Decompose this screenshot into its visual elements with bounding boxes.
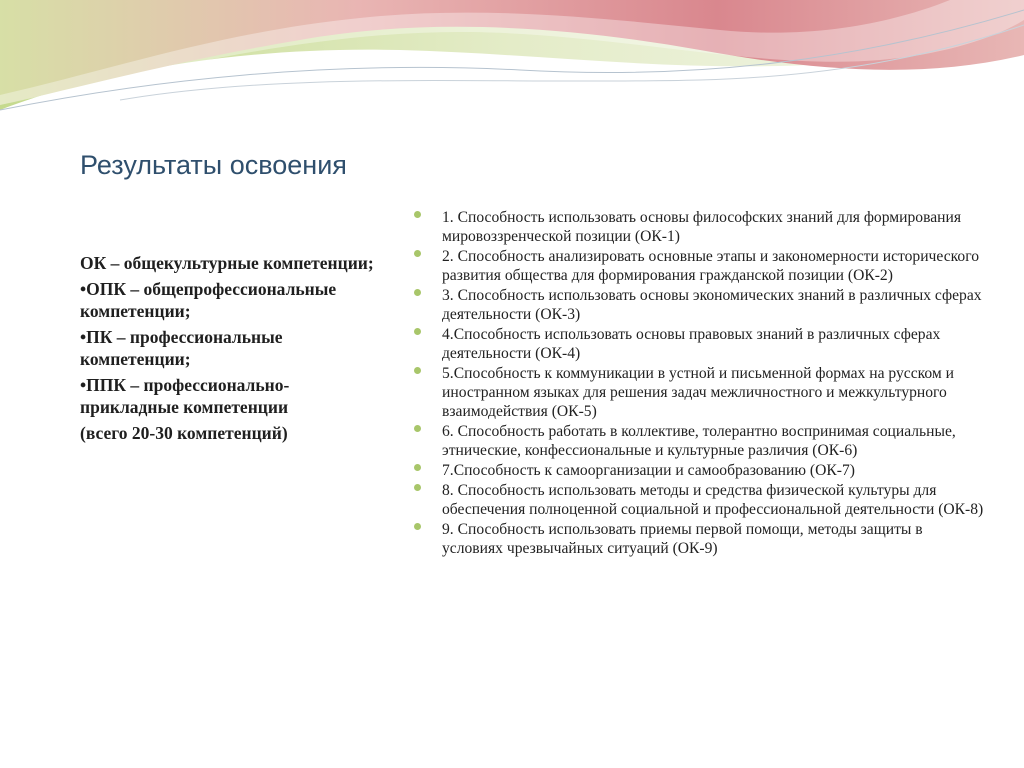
list-item <box>410 325 985 363</box>
bullet-icon <box>414 328 421 335</box>
bullet-icon <box>414 523 421 530</box>
list-item-text: 7.Способность к самоорганизации и самообразованию (ОК-7) <box>442 462 855 479</box>
competency-type-ok: ОК – общекультурные компетенции; <box>80 253 374 273</box>
list-item-text: 4.Способность использовать основы правовых знаний в различных сферах деятельности (ОК-4) <box>442 326 941 362</box>
competency-total-note: (всего 20-30 компетенций) <box>80 423 288 443</box>
competency-type-pk: •ПК – профессиональные компетенции; <box>80 327 283 369</box>
list-item <box>410 208 985 246</box>
bullet-icon <box>414 250 421 257</box>
list-item <box>410 364 985 421</box>
list-item-text: 9. Способность использовать приемы первой помощи, методы защиты в условиях чрезвычайных ситуаций (ОК-9) <box>442 521 923 557</box>
bullet-icon <box>414 484 421 491</box>
list-item-text: 3. Способность использовать основы экономических знаний в различных сферах деятельности (ОК-3) <box>442 287 982 323</box>
list-item <box>410 247 985 285</box>
bullet-icon <box>414 211 421 218</box>
list-item <box>410 422 985 460</box>
competency-type-ppk: •ППК – профессионально-прикладные компетенции <box>80 375 290 417</box>
competency-type-opk: •ОПК – общепрофессиональные компетенции; <box>80 279 337 321</box>
list-item-text: 1. Способность использовать основы философских знаний для формирования мировоззренческой позиции (ОК-1) <box>442 209 962 245</box>
list-item <box>410 520 985 558</box>
bullet-icon <box>414 289 421 296</box>
bullet-icon <box>414 425 421 432</box>
list-item <box>410 461 985 480</box>
competency-list <box>410 208 985 559</box>
list-item-text: 6. Способность работать в коллективе, толерантно воспринимая социальные, этнические, конфессиональные и культурные различия (ОК-6) <box>442 423 956 459</box>
list-item-text: 8. Способность использовать методы и средства физической культуры для обеспечения полноценной социальной и профессиональной деятельности (ОК-8) <box>442 482 984 518</box>
list-item-text: 2. Способность анализировать основные этапы и закономерности исторического развития общества для формирования гражданской позиции (ОК-2) <box>442 248 980 284</box>
bullet-icon <box>414 464 421 471</box>
list-item <box>410 481 985 519</box>
page-title: Результаты освоения <box>80 150 347 180</box>
competency-types-list <box>80 252 380 448</box>
list-item-text: 5.Способность к коммуникации в устной и письменной формах на русском и иностранном языках для решения задач межличностного и межкультурного взаимодействия (ОК-5) <box>442 365 955 420</box>
bullet-icon <box>414 367 421 374</box>
list-item <box>410 286 985 324</box>
